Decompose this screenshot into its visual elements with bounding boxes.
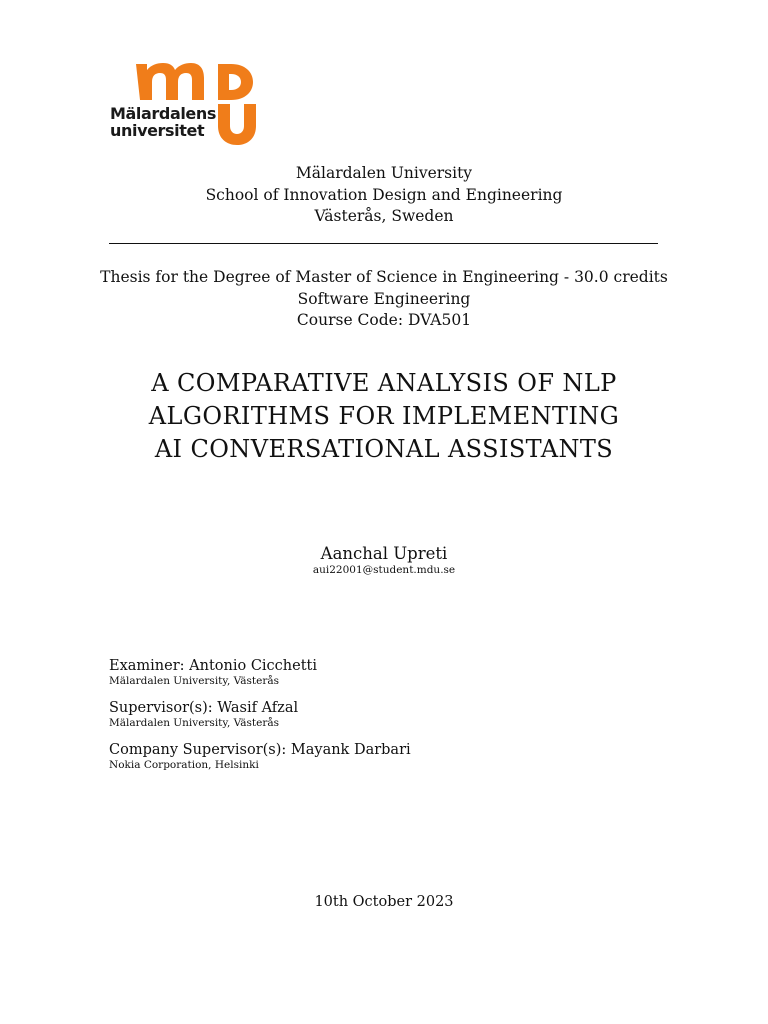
- title-line: ALGORITHMS FOR IMPLEMENTING: [148, 402, 620, 430]
- horizontal-rule: [109, 243, 658, 244]
- examiner-name: Examiner: Antonio Cicchetti: [109, 658, 318, 674]
- company-supervisor-entry: [109, 741, 411, 771]
- company-supervisor-name: Company Supervisor(s): Mayank Darbari: [109, 742, 411, 758]
- company-supervisor-affiliation: Nokia Corporation, Helsinki: [109, 759, 259, 771]
- thesis-title: [0, 367, 768, 466]
- title-line: A COMPARATIVE ANALYSIS OF NLP: [151, 369, 617, 397]
- university-block: [0, 163, 768, 228]
- submission-date: 10th October 2023: [314, 894, 454, 910]
- school-name: School of Innovation Design and Engineering: [205, 185, 563, 204]
- author-name: Aanchal Upreti: [320, 544, 448, 563]
- supervisor-affiliation: Mälardalen University, Västerås: [109, 717, 279, 729]
- program-name: Software Engineering: [297, 289, 471, 308]
- title-line: AI CONVERSATIONAL ASSISTANTS: [154, 435, 614, 463]
- thesis-degree-line: Thesis for the Degree of Master of Science in Engineering - 30.0 credits: [100, 268, 668, 286]
- examiner-entry: [109, 657, 411, 687]
- university-name: Mälardalen University: [295, 164, 473, 182]
- university-location: Västerås, Sweden: [314, 207, 454, 225]
- supervisor-entry: [109, 699, 411, 729]
- logo-wordmark-line2: universitet: [110, 121, 205, 140]
- logo-wordmark: [110, 105, 216, 139]
- author-email: aui22001@student.mdu.se: [312, 564, 456, 576]
- degree-block: [0, 267, 768, 332]
- logo-wordmark-line1: Mälardalens: [110, 104, 216, 123]
- course-code: Course Code: DVA501: [296, 311, 472, 329]
- supervisors-list: [109, 657, 411, 783]
- supervisor-name: Supervisor(s): Wasif Afzal: [109, 700, 299, 716]
- examiner-affiliation: Mälardalen University, Västerås: [109, 675, 279, 687]
